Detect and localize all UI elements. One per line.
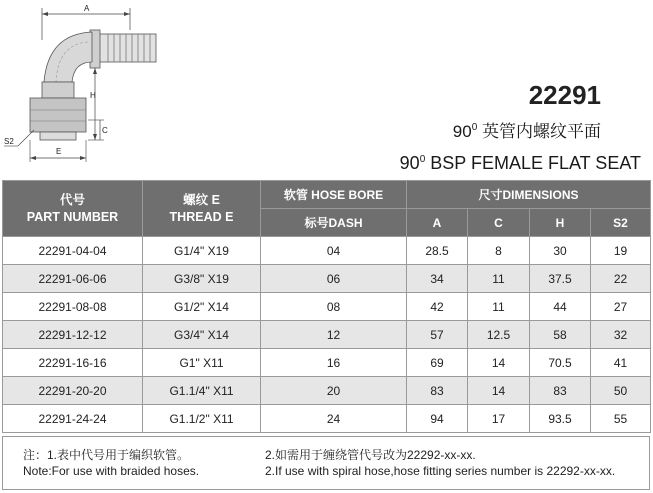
table-row (3, 265, 651, 293)
cell-dash: 24 (261, 405, 407, 433)
cell-h: 58 (530, 321, 591, 349)
cell-thread: G3/4" X14 (143, 321, 261, 349)
cell-s2: 55 (591, 405, 651, 433)
table-row (3, 293, 651, 321)
cell-s2: 41 (591, 349, 651, 377)
cell-a: 94 (407, 405, 468, 433)
cell-dash: 12 (261, 321, 407, 349)
cell-h: 83 (530, 377, 591, 405)
cell-s2: 19 (591, 237, 651, 265)
header-s2: S2 (591, 209, 651, 237)
cell-a: 69 (407, 349, 468, 377)
dim-c-label: C (102, 126, 108, 135)
header-thread: 螺纹 E THREAD E (143, 181, 261, 237)
cell-part-number: 22291-06-06 (3, 265, 143, 293)
cell-dash: 08 (261, 293, 407, 321)
header-h: H (530, 209, 591, 237)
cell-dash: 20 (261, 377, 407, 405)
cell-a: 42 (407, 293, 468, 321)
part-code: 22291 (528, 80, 601, 110)
cell-c: 11 (468, 293, 530, 321)
dim-s2-label: S2 (4, 137, 14, 146)
dim-a-label: A (84, 4, 90, 13)
cell-thread: G1" X11 (143, 349, 261, 377)
cell-c: 11 (468, 265, 530, 293)
dim-e-label: E (56, 147, 62, 156)
header-dimensions: 尺寸DIMENSIONS (407, 181, 651, 209)
note2-chinese: 2.如需用于缠绕管代号改为22292-xx-xx. (265, 448, 476, 462)
table-row (3, 377, 651, 405)
title-chinese: $90^0$ 英管内螺纹平面 (452, 122, 601, 141)
table-row (3, 349, 651, 377)
cell-h: 93.5 (530, 405, 591, 433)
cell-thread: G1/2" X14 (143, 293, 261, 321)
cell-thread: G1.1/2" X11 (143, 405, 261, 433)
cell-part-number: 22291-12-12 (3, 321, 143, 349)
cell-a: 57 (407, 321, 468, 349)
note-left (23, 447, 199, 479)
note1-english: Note:For use with braided hoses. (23, 464, 200, 478)
header-hose-bore: 软管 HOSE BORE (261, 181, 407, 209)
note1-chinese: 注：1.表中代号用于编织软管。 (23, 448, 190, 462)
cell-s2: 27 (591, 293, 651, 321)
cell-c: 17 (468, 405, 530, 433)
table-row (3, 237, 651, 265)
cell-part-number: 22291-04-04 (3, 237, 143, 265)
cell-thread: G3/8" X19 (143, 265, 261, 293)
notes-box (2, 436, 650, 490)
cell-part-number: 22291-20-20 (3, 377, 143, 405)
spec-table (2, 180, 651, 433)
cell-thread: G1/4" X19 (143, 237, 261, 265)
cell-c: 14 (468, 377, 530, 405)
cell-s2: 50 (591, 377, 651, 405)
header-part-number: 代号 PART NUMBER (3, 181, 143, 237)
cell-a: 34 (407, 265, 468, 293)
cell-a: 28.5 (407, 237, 468, 265)
header-c: C (468, 209, 530, 237)
header-a: A (407, 209, 468, 237)
cell-a: 83 (407, 377, 468, 405)
cell-c: 8 (468, 237, 530, 265)
cell-s2: 22 (591, 265, 651, 293)
cell-dash: 04 (261, 237, 407, 265)
cell-dash: 06 (261, 265, 407, 293)
degree-superscript: 0 (471, 122, 478, 133)
cell-h: 70.5 (530, 349, 591, 377)
cell-s2: 32 (591, 321, 651, 349)
cell-part-number: 22291-08-08 (3, 293, 143, 321)
table-row (3, 321, 651, 349)
cell-thread: G1.1/4" X11 (143, 377, 261, 405)
cell-part-number: 22291-24-24 (3, 405, 143, 433)
dim-h-label: H (90, 91, 96, 100)
table-row (3, 405, 651, 433)
title-english: $90^0$ BSP FEMALE FLAT SEAT (399, 153, 641, 173)
cell-part-number: 22291-16-16 (3, 349, 143, 377)
fitting-drawing (0, 0, 160, 170)
header-dash: 标号DASH (261, 209, 407, 237)
cell-c: 14 (468, 349, 530, 377)
cell-h: 37.5 (530, 265, 591, 293)
note2-english: 2.If use with spiral hose,hose fitting series number is 22292-xx-xx. (265, 464, 616, 478)
note-right (265, 447, 615, 479)
cell-h: 30 (530, 237, 591, 265)
cell-c: 12.5 (468, 321, 530, 349)
cell-h: 44 (530, 293, 591, 321)
title-block (341, 80, 641, 177)
cell-dash: 16 (261, 349, 407, 377)
degree-superscript: 0 (419, 154, 426, 165)
